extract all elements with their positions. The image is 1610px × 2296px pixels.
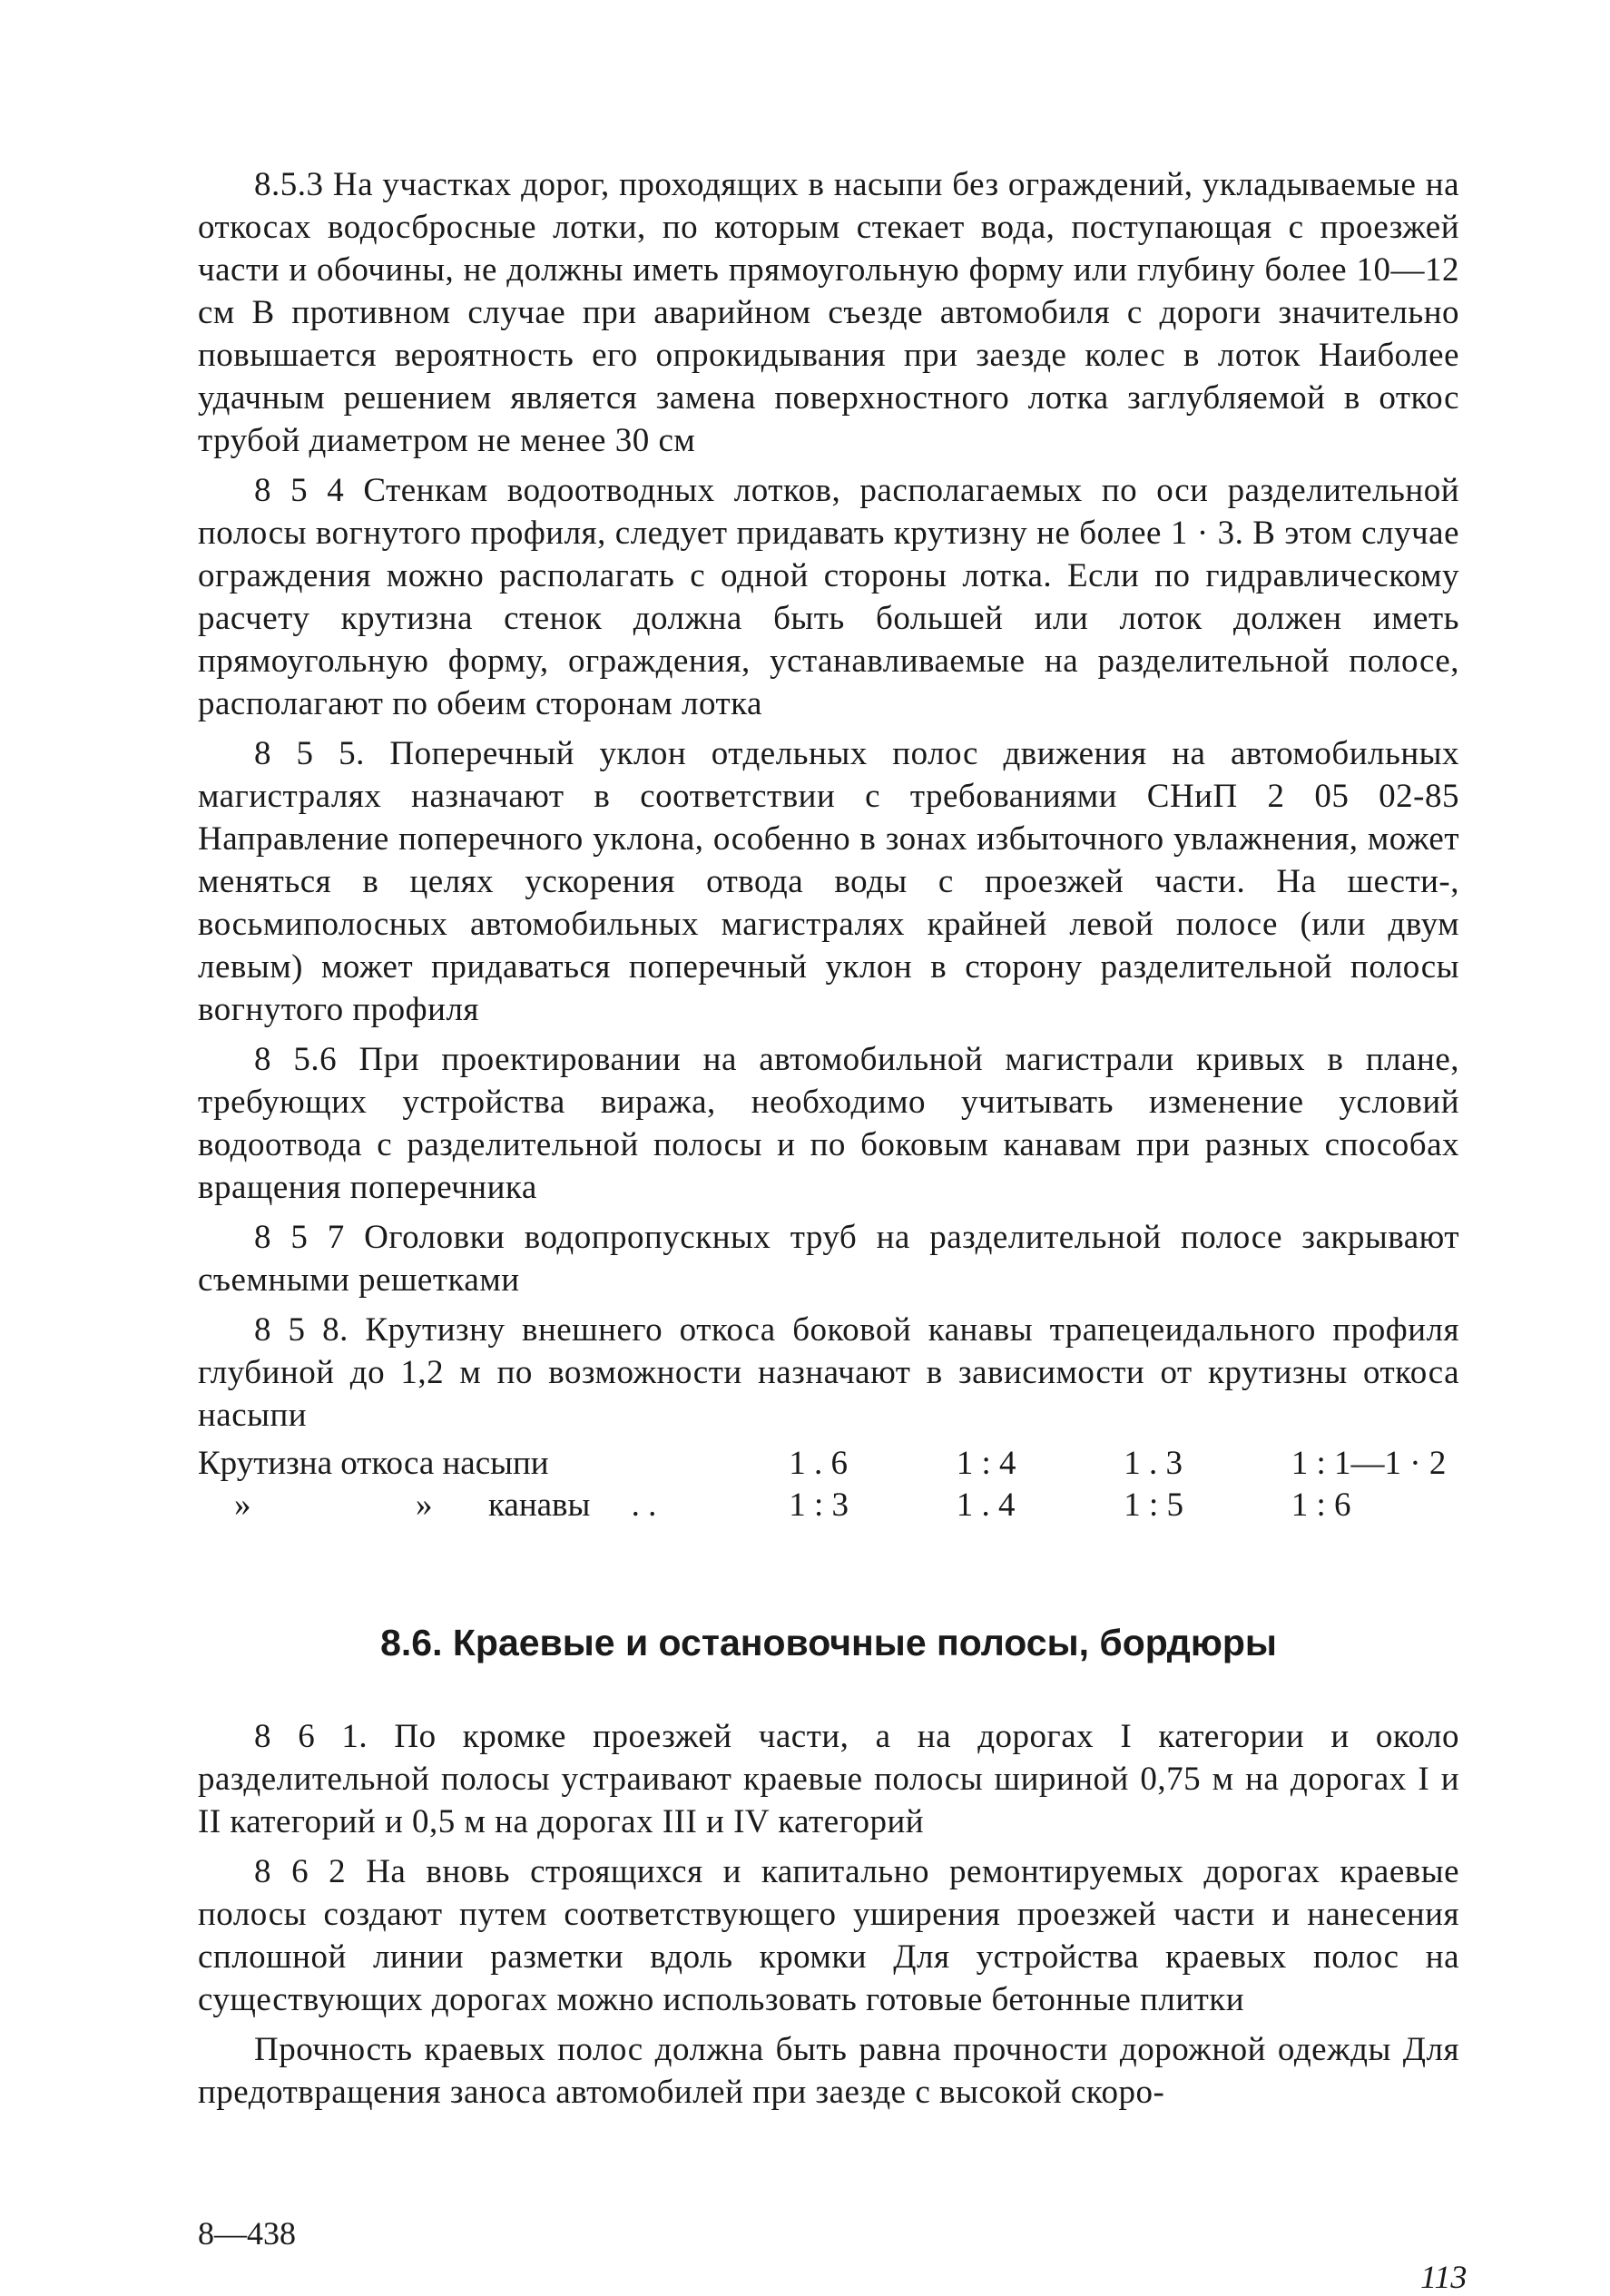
paragraph-8-5-4: 8 5 4 Стенкам водоотводных лотков, располагаемых по оси разделительной полосы вогнутого профиля, следует придавать крутизну не более 1 · 3. В этом случае ограждения можно располагать с одной стороны лотка. Если по гидравлическому расчету крутизна стенок должна быть большей или лоток должен иметь прямоугольную форму, ограждения, устанавливаемые на разделительной полосе, располагают по обеим сторонам лотка bbox=[198, 472, 1459, 722]
slope-value: 1 . 4 bbox=[956, 1487, 1016, 1524]
page-number: 113 bbox=[1420, 2259, 1468, 2295]
paragraph-8-5-8: 8 5 8. Крутизну внешнего откоса боковой канавы трапецеидального профиля глубиной до 1,2 м по возможности назначают в зависимости от крутизны откоса насыпи bbox=[198, 1311, 1459, 1434]
slope-value: 1 : 4 bbox=[956, 1445, 1016, 1482]
slope-value: 1 : 5 bbox=[1124, 1487, 1184, 1524]
printer-signature: 8—438 bbox=[198, 2215, 296, 2252]
slope-row-ditch bbox=[198, 1485, 1459, 1526]
section-8-5-body bbox=[198, 163, 1459, 1444]
paragraph-8-6-2: 8 6 2 На вновь строящихся и капитально ремонтируемых дорогах краевые полосы создают путем соответствующего уширения проезжей части и нанесения сплошной линии разметки вдоль кромки Для устройства краевых полос на существующих дорогах можно использовать готовые бетонные плитки bbox=[198, 1853, 1459, 2018]
slope-row-dots bbox=[632, 1443, 790, 1485]
slope-row-label: канавы bbox=[488, 1487, 591, 1524]
slope-row-embankment bbox=[198, 1443, 1459, 1485]
paragraph-8-5-3: 8.5.3 На участках дорог, проходящих в насыпи без ограждений, укладываемые на откосах водосбросные лотки, по которым стекает вода, поступающая с проезжей части и обочины, не должны иметь прямоугольную форму или глубину более 10—12 см В противном случае при аварийном съезде автомобиля с дороги значительно повышается вероятность его опрокидывания при заезде колес в лоток Наиболее удачным решением является замена поверхностного лотка заглубляемой в откос трубой диаметром не менее 30 см bbox=[198, 166, 1459, 459]
slope-row-dots: . . bbox=[631, 1487, 657, 1524]
slope-value: 1 : 6 bbox=[1291, 1487, 1351, 1524]
slope-value: 1 : 1—1 · 2 bbox=[1291, 1445, 1447, 1482]
ditto-mark: » bbox=[416, 1487, 433, 1524]
section-title-8-6: 8.6. Краевые и остановочные полосы, бордюры bbox=[380, 1622, 1277, 1663]
slope-value: 1 . 6 bbox=[789, 1445, 848, 1482]
slope-row-label: Крутизна откоса насыпи bbox=[198, 1445, 549, 1482]
slope-value: 1 : 3 bbox=[789, 1487, 849, 1524]
slope-row-label-ditto bbox=[198, 1485, 632, 1526]
paragraph-8-5-6: 8 5.6 При проектировании на автомобильной магистрали кривых в плане, требующих устройства виража, необходимо учитывать изменение условий водоотвода с разделительной полосы и по боковым канавам при разных способах вращения поперечника bbox=[198, 1041, 1459, 1206]
slope-table bbox=[198, 1443, 1459, 1526]
paragraph-8-5-7: 8 5 7 Оголовки водопропускных труб на разделительной полосе закрывают съемными решетками bbox=[198, 1219, 1459, 1299]
ditto-mark: » bbox=[234, 1487, 251, 1524]
paragraph-8-6-1: 8 6 1. По кромке проезжей части, а на дорогах I категории и около разделительной полосы устраивают краевые полосы шириной 0,75 м на дорогах I и II категорий и 0,5 м на дорогах III и IV категорий bbox=[198, 1718, 1459, 1840]
paragraph-8-5-5: 8 5 5. Поперечный уклон отдельных полос движения на автомобильных магистралях назначают в соответствии с требованиями СНиП 2 05 02-85 Направление поперечного уклона, особенно в зонах избыточного увлажнения, может меняться в целях ускорения отвода воды с проезжей части. На шести-, восьмиполосных автомобильных магистралях крайней левой полосе (или двум левым) может придаваться поперечный уклон в сторону разделительной полосы вогнутого профиля bbox=[198, 735, 1459, 1028]
section-8-6-body bbox=[198, 1715, 1459, 2121]
paragraph-strength: Прочность краевых полос должна быть равна прочности дорожной одежды Для предотвращения заноса автомобилей при заезде с высокой скоро- bbox=[198, 2031, 1459, 2111]
slope-value: 1 . 3 bbox=[1124, 1445, 1183, 1482]
